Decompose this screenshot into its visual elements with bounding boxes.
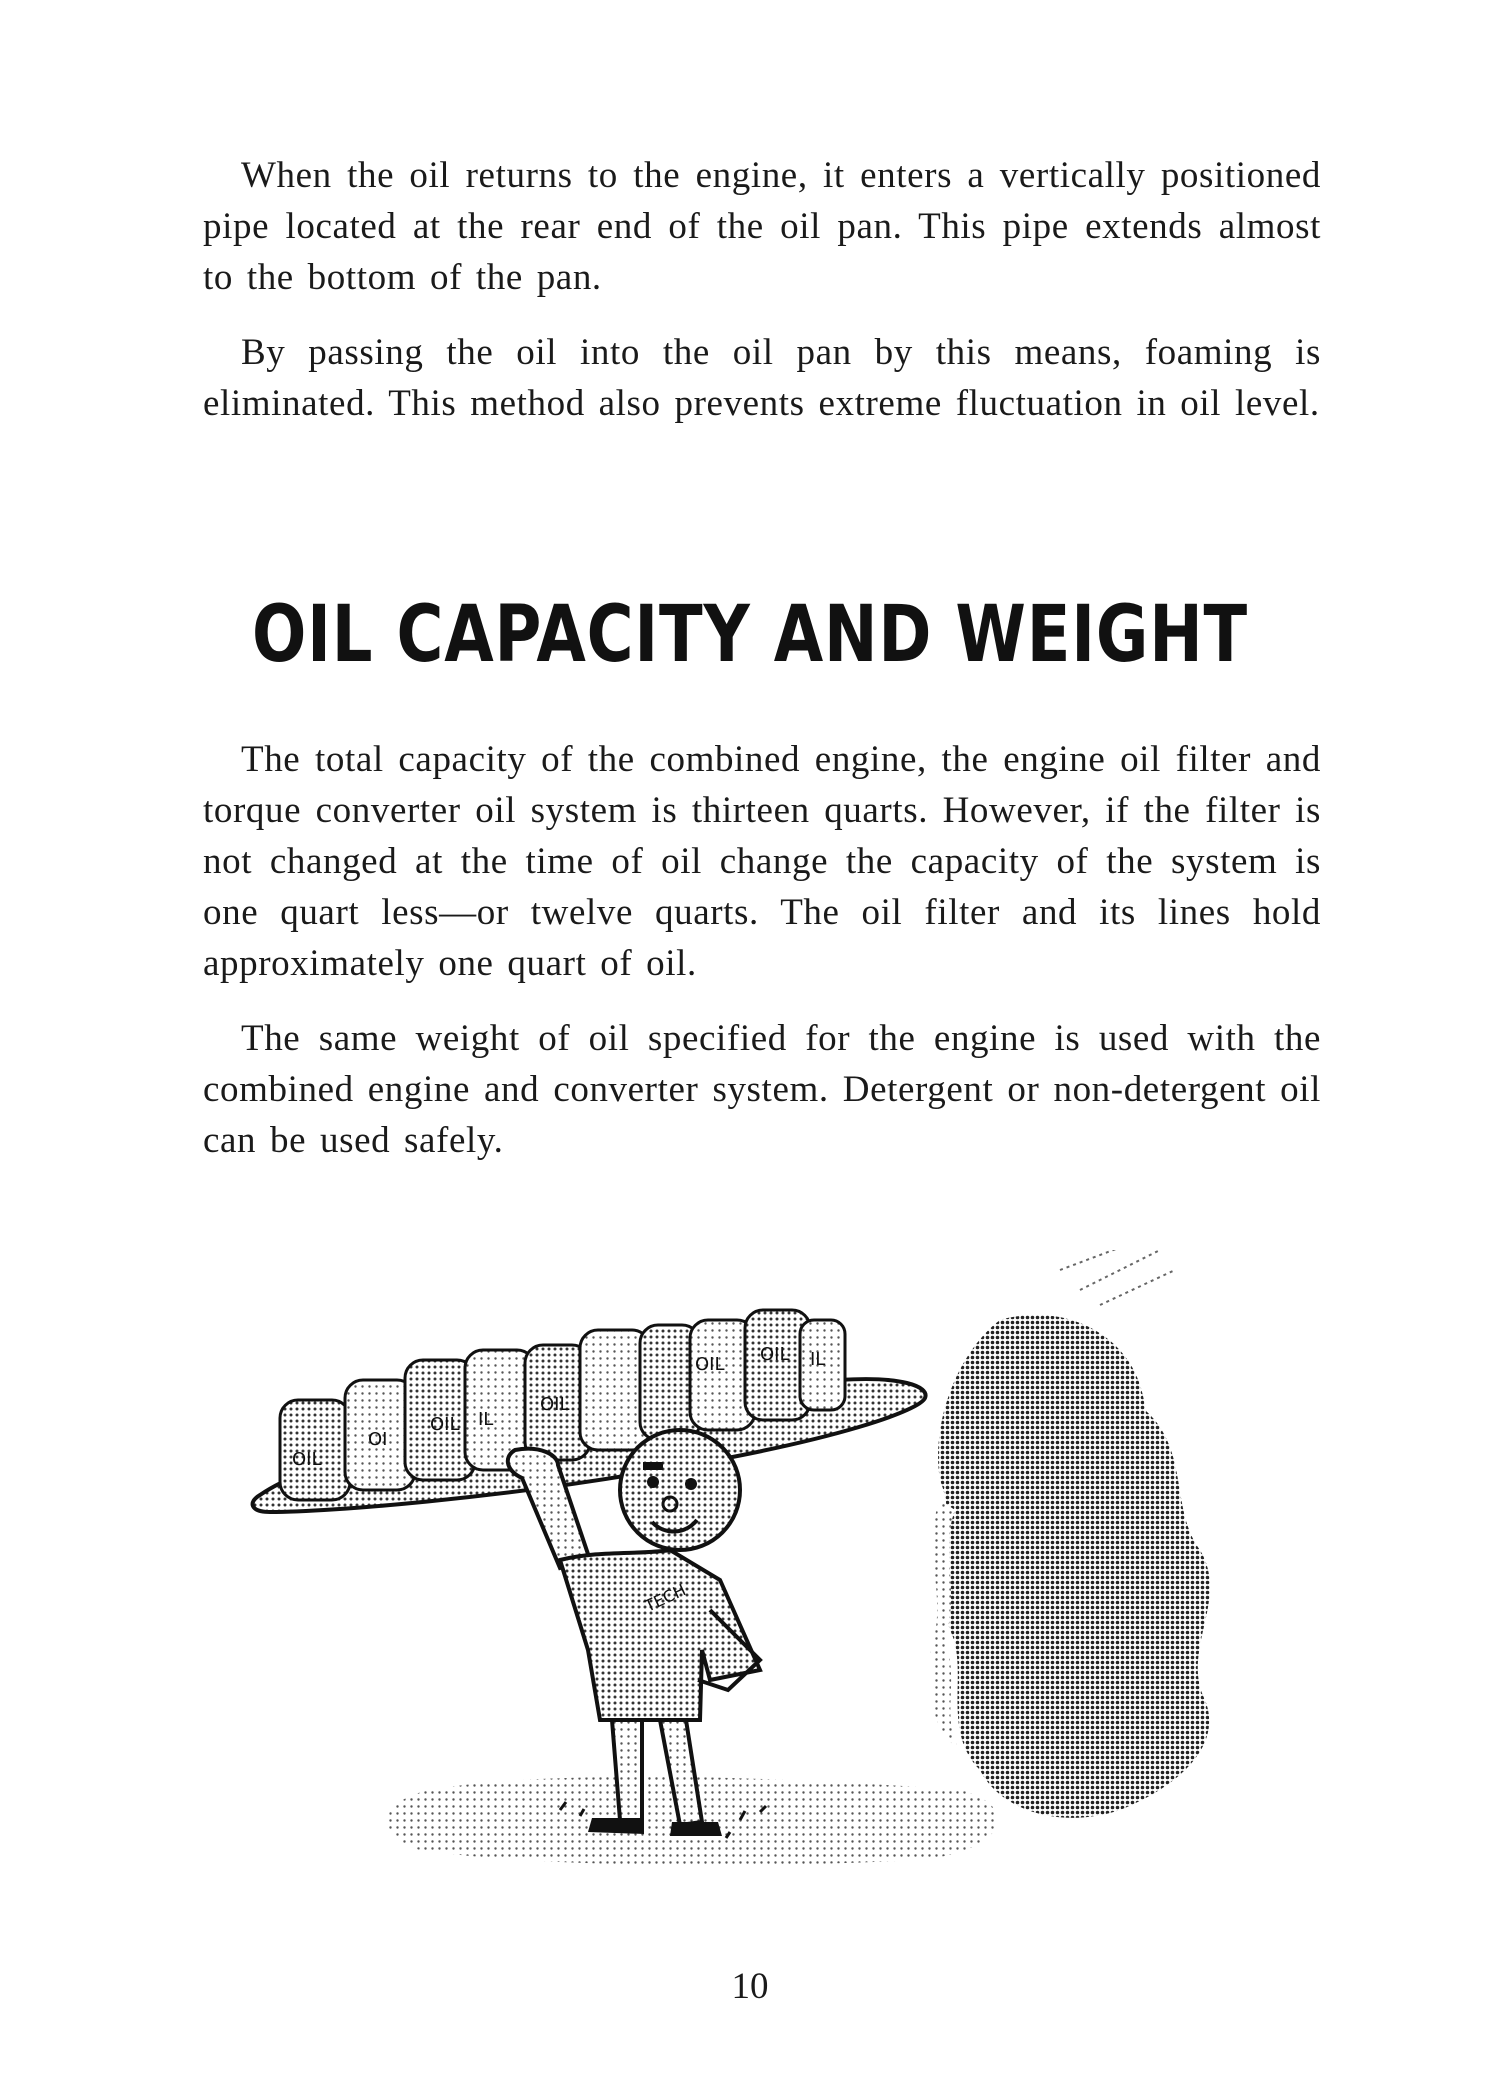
can-label-6: OIL — [695, 1354, 725, 1375]
mascot-shirt — [560, 1550, 760, 1720]
can-label-7: OIL — [760, 1344, 790, 1365]
can-label-4: IL — [478, 1409, 494, 1430]
capacity-paragraph-1: The total capacity of the combined engine, the engine oil filter and torque converter oil system is thirteen quarts. However, if the filter is not changed at the time of oil change the capacity of the system is one quart less—or twelve quarts. The oil filter and its lines hold approximately one quart of oil. — [203, 739, 1321, 984]
page-number: 10 — [731, 1966, 769, 2007]
intro-paragraph-1: When the oil returns to the engine, it enters a vertically positioned pipe located at the rear end of the oil pan. This pipe extends almost to the bottom of the pan. — [203, 155, 1321, 298]
can-label-3: OIL — [430, 1414, 460, 1435]
dust-cloud — [930, 1250, 1210, 1818]
intro-paragraph-2: By passing the oil into the oil pan by this means, foaming is eliminated. This method also prevents extreme fluctuation in oil level. — [203, 332, 1321, 424]
shirt-logo-text: TECH — [641, 1580, 689, 1616]
intro-section — [203, 150, 1321, 429]
capacity-section — [203, 734, 1321, 1166]
can-label-8: IL — [810, 1349, 826, 1370]
mascot-figure — [508, 1430, 766, 1838]
can-label-2: OI — [368, 1429, 388, 1450]
mascot-carrying-oil-cans-illustration — [240, 1250, 1280, 1890]
section-heading: OIL CAPACITY AND WEIGHT — [251, 590, 1249, 680]
can-label-1: OIL — [292, 1449, 322, 1470]
capacity-paragraph-2: The same weight of oil specified for the engine is used with the combined engine and converter system. Detergent or non-detergent oil can be used safely. — [203, 1018, 1321, 1161]
can-label-5: OIL — [540, 1394, 570, 1415]
